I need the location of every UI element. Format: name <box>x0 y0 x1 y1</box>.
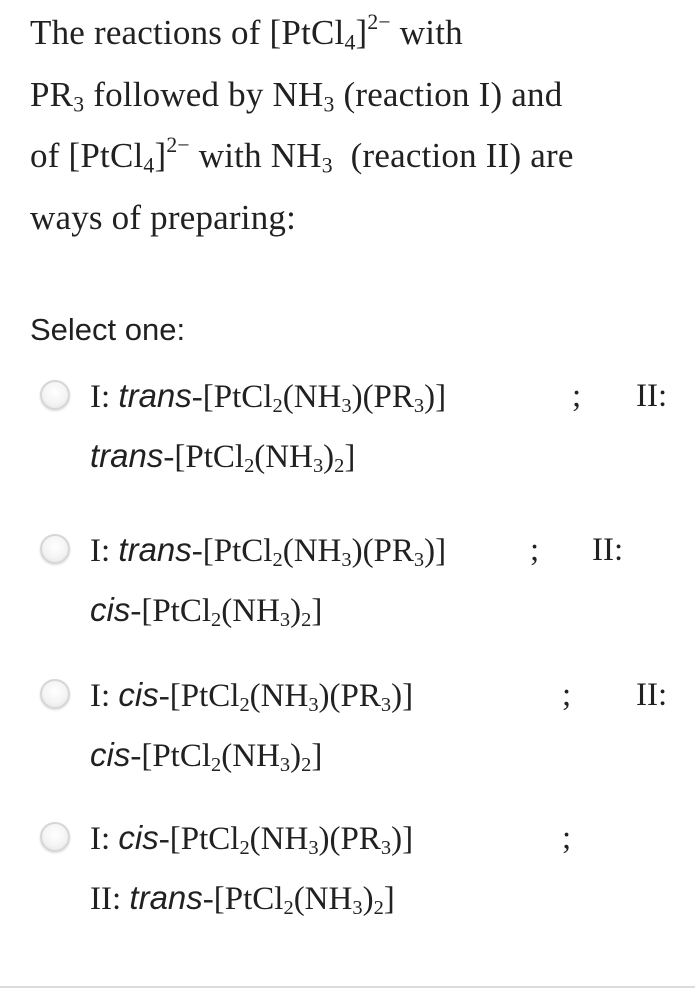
option-1-text <box>90 366 668 486</box>
option-2-line-1: I: trans-$[PtCl_2(NH_3)(PR_3)]$ ; II: <box>90 520 446 580</box>
option-1-ii-label: II: <box>636 378 668 414</box>
option-4-separator: ; <box>562 820 572 856</box>
option-1-line-2: trans-$[PtCl_2(NH_3)_2]$ <box>90 437 356 478</box>
question-line-4: ways of preparing: <box>30 197 297 237</box>
question-text <box>30 2 680 248</box>
option-2-text <box>90 520 624 640</box>
option-3-ii-label: II: <box>636 677 668 713</box>
radio-button-option-2[interactable] <box>40 534 70 564</box>
option-1-line-1: I: trans-$[PtCl_2(NH_3)(PR_3)]$ ; II: <box>90 366 446 426</box>
option-4-text <box>90 808 572 928</box>
question-line-1: The reactions of [PtCl$_4$]$^{2-}$ with <box>30 9 463 55</box>
option-1-separator: ; <box>572 378 582 414</box>
question-line-3: of [PtCl$_4$]$^{2-}$ with $NH_3$ (reaction II) are <box>30 132 574 178</box>
select-one-label: Select one: <box>30 312 186 347</box>
option-2-separator: ; <box>530 532 540 568</box>
bottom-divider <box>0 986 695 988</box>
option-4-line-1: I: cis-$[PtCl_2(NH_3)(PR_3)]$ ; <box>90 808 413 868</box>
radio-button-option-1[interactable] <box>40 380 70 410</box>
option-3-line-2: cis-$[PtCl_2(NH_3)_2]$ <box>90 736 323 777</box>
option-2-ii-label: II: <box>592 532 624 568</box>
radio-button-option-4[interactable] <box>40 822 70 852</box>
radio-button-option-3[interactable] <box>40 679 70 709</box>
option-3-line-1: I: cis-$[PtCl_2(NH_3)(PR_3)]$ ; II: <box>90 665 413 725</box>
option-2-line-2: cis-$[PtCl_2(NH_3)_2]$ <box>90 591 323 632</box>
option-4-line-2: II: trans-$[PtCl_2(NH_3)_2]$ <box>90 879 395 920</box>
option-3-text <box>90 665 668 785</box>
question-line-2: $PR_3$ followed by $NH_3$ (reaction I) and <box>30 74 563 116</box>
option-3-separator: ; <box>562 677 572 713</box>
